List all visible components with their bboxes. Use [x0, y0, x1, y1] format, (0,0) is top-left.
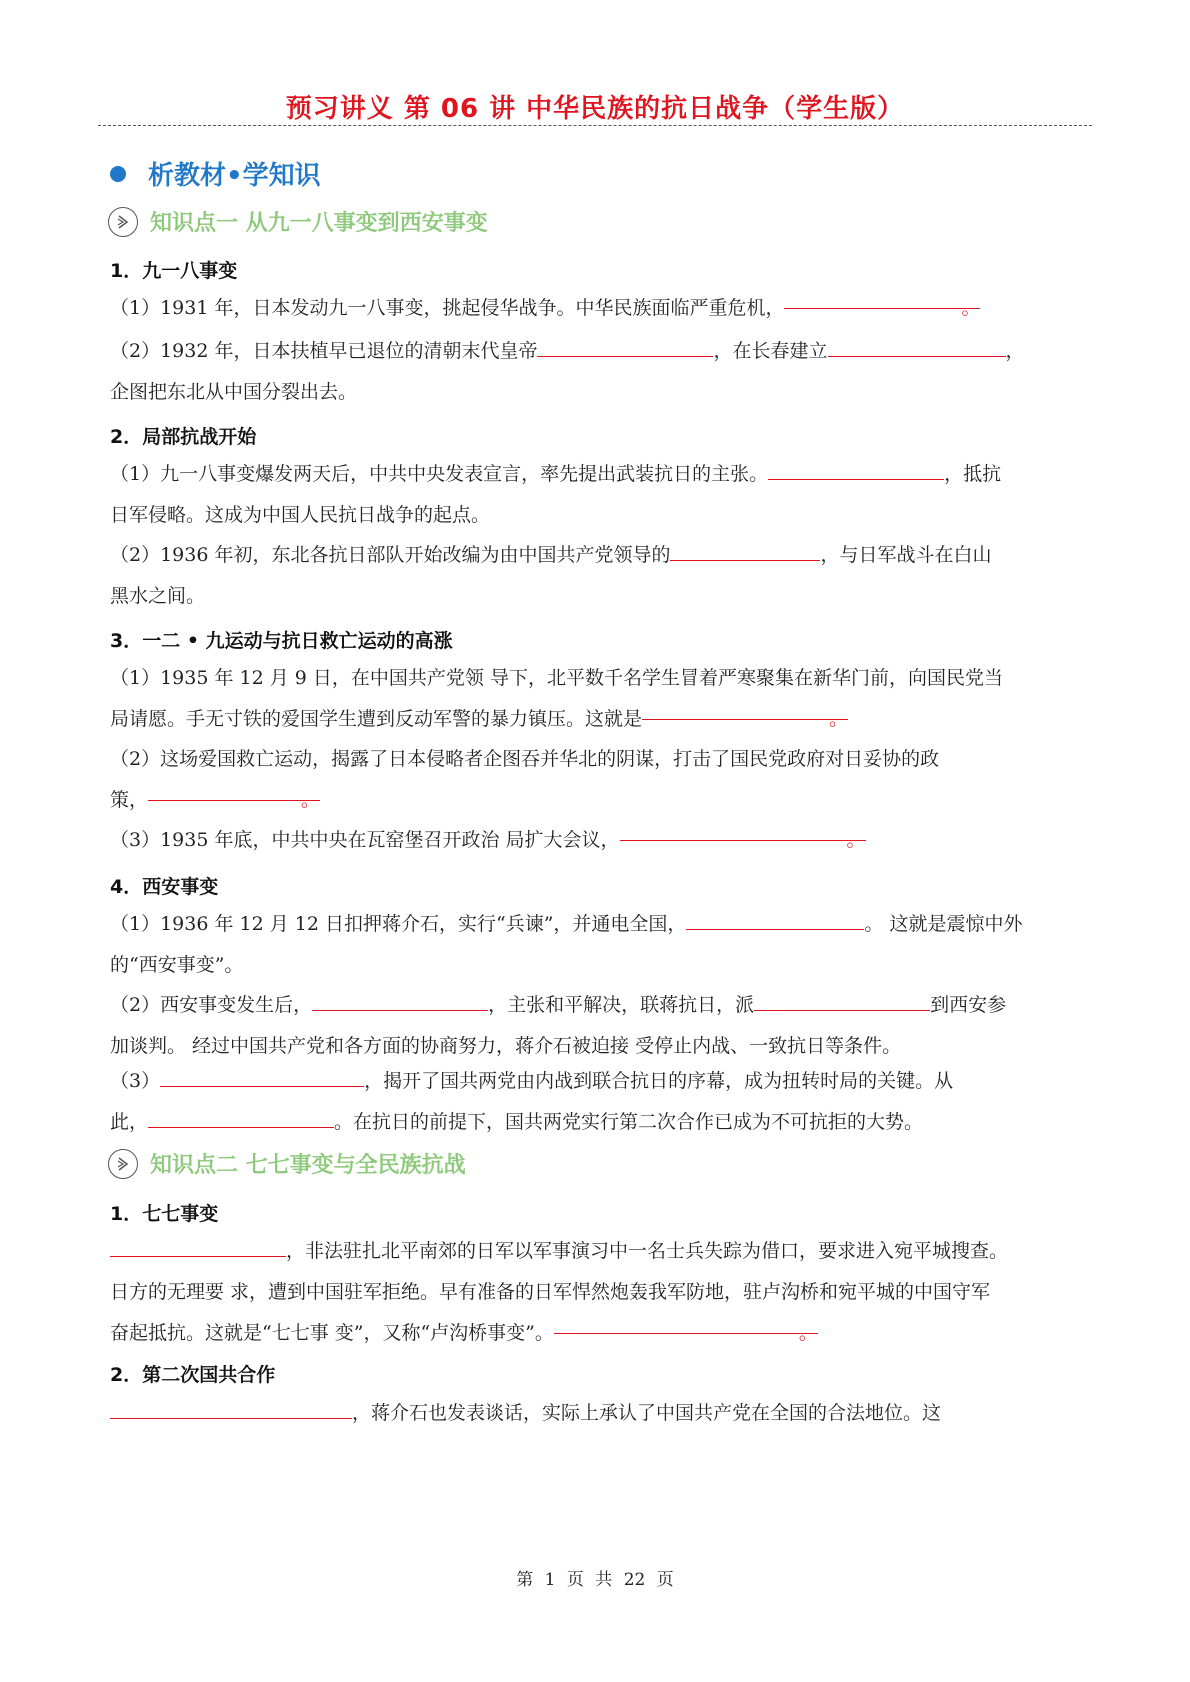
- paragraph: [110, 1393, 1082, 1434]
- text: 到西安参: [930, 994, 1007, 1016]
- page-footer: 第 1 页 共 22 页: [516, 1570, 674, 1590]
- paragraph: [110, 1061, 1082, 1143]
- paragraph: [110, 904, 1082, 986]
- text: （1）1931 年，日本发动九一八事变，挑起侵华战争。中华民族面临严重危机，: [110, 297, 785, 319]
- text: （1）1936 年 12 月 12 日扣押蒋介石，实行“兵谏”，并通电全国，: [110, 913, 687, 935]
- answer-blank[interactable]: [784, 288, 981, 319]
- answer-blank[interactable]: [768, 459, 944, 480]
- title-divider: [98, 125, 1092, 126]
- subheading-2: 2．局部抗战开始: [110, 426, 257, 448]
- arrow-circle-icon: [108, 1149, 138, 1179]
- answer-blank[interactable]: [110, 1398, 352, 1419]
- paragraph: [110, 331, 1082, 413]
- subheading-5: 1．七七事变: [110, 1203, 219, 1225]
- blank-period: 。: [846, 829, 866, 851]
- subheading-6: 2．第二次国共合作: [110, 1364, 276, 1386]
- answer-blank[interactable]: [754, 990, 930, 1011]
- answer-blank[interactable]: [554, 1313, 818, 1344]
- text: 奋起抵抗。这就是“七七事 变”，又称“卢沟桥事变”。: [110, 1322, 554, 1344]
- blank-period: 。: [798, 1322, 818, 1344]
- text: ，主张和平解决，联蒋抗日，派: [488, 994, 755, 1016]
- answer-blank[interactable]: [642, 699, 849, 730]
- text: 加谈判。 经过中国共产党和各方面的协商努力，蒋介石被迫接 受停止内战、一致抗日等条件。: [110, 1035, 902, 1057]
- paragraph: [110, 739, 1082, 821]
- answer-blank[interactable]: [537, 336, 713, 357]
- text: 此，: [110, 1111, 149, 1133]
- text: （3）1935 年底，中共中央在瓦窑堡召开政治 局扩大会议，: [110, 829, 620, 851]
- paragraph: [110, 1231, 1082, 1354]
- answer-blank[interactable]: [312, 990, 488, 1011]
- text: （2）1936 年初，东北各抗日部队开始改编为由中国共产党领导的: [110, 544, 671, 566]
- section-heading: [110, 155, 321, 192]
- subheading-1: 1．九一八事变: [110, 260, 238, 282]
- text: ，抵抗: [944, 463, 1002, 485]
- text: （1）九一八事变爆发两天后，中共中央发表宣言，率先提出武装抗日的主张。: [110, 463, 769, 485]
- section-heading-text: 析教材•学知识: [148, 161, 321, 191]
- paragraph: [110, 454, 1082, 536]
- paragraph: [110, 985, 1082, 1067]
- text: ，与日军战斗在白山: [820, 544, 992, 566]
- text: ，: [1005, 340, 1025, 362]
- text: （2）西安事变发生后，: [110, 994, 313, 1016]
- knowledge-point-2: [108, 1148, 466, 1179]
- knowledge-point-2-title: 知识点二 七七事变与全民族抗战: [150, 1153, 466, 1178]
- text: 的“西安事变”。: [110, 954, 244, 976]
- answer-blank[interactable]: [148, 780, 321, 811]
- text: （2）这场爱国救亡运动，揭露了日本侵略者企图吞并华北的阴谋，打击了国民党政府对日妥协的政: [110, 748, 940, 770]
- knowledge-point-1: [108, 206, 488, 237]
- text: （2）1932 年，日本扶植早已退位的清朝末代皇帝: [110, 340, 538, 362]
- subheading-4: 4．西安事变: [110, 876, 219, 898]
- text: 。在抗日的前提下，国共两党实行第二次合作已成为不可抗拒的大势。: [334, 1111, 924, 1133]
- text: ，揭开了国共两党由内战到联合抗日的序幕，成为扭转时局的关键。从: [364, 1070, 954, 1092]
- paragraph: [110, 535, 1082, 617]
- paragraph: [110, 288, 1082, 329]
- paragraph: [110, 820, 1082, 861]
- text: 黑水之间。: [110, 585, 206, 607]
- answer-blank[interactable]: [148, 1107, 334, 1128]
- blank-period: 。: [829, 708, 849, 730]
- page-title: 预习讲义 第 06 讲 中华民族的抗日战争（学生版）: [285, 94, 905, 124]
- text: ，非法驻扎北平南郊的日军以军事演习中一名士兵失踪为借口，要求进入宛平城搜查。: [286, 1240, 1009, 1262]
- text: 企图把东北从中国分裂出去。: [110, 381, 358, 403]
- text: （3）: [110, 1070, 161, 1092]
- subheading-3: 3．一二 • 九运动与抗日救亡运动的高涨: [110, 630, 453, 652]
- knowledge-point-1-title: 知识点一 从九一八事变到西安事变: [150, 211, 488, 236]
- text: （1）1935 年 12 月 9 日，在中国共产党领 导下，北平数千名学生冒着严寒聚集在新华门前，向国民党当: [110, 667, 1003, 689]
- text: 日军侵略。这成为中国人民抗日战争的起点。: [110, 504, 491, 526]
- answer-blank[interactable]: [828, 336, 1006, 357]
- answer-blank[interactable]: [686, 909, 864, 930]
- text: 日方的无理要 求，遭到中国驻军拒绝。早有准备的日军悍然炮轰我军防地，驻卢沟桥和宛平城的中国守军: [110, 1281, 991, 1303]
- blank-period: 。: [301, 789, 321, 811]
- answer-blank[interactable]: [110, 1236, 286, 1257]
- text: ，蒋介石也发表谈话，实际上承认了中国共产党在全国的合法地位。这: [352, 1402, 942, 1424]
- text: 策，: [110, 789, 149, 811]
- text: 局请愿。手无寸铁的爱国学生遭到反动军警的暴力镇压。这就是: [110, 708, 643, 730]
- answer-blank[interactable]: [620, 820, 866, 851]
- arrow-circle-icon: [108, 207, 138, 237]
- text: ，在长春建立: [713, 340, 828, 362]
- answer-blank[interactable]: [670, 540, 820, 561]
- paragraph: [110, 658, 1082, 740]
- text: 。 这就是震惊中外: [864, 913, 1023, 935]
- blank-period: 。: [961, 297, 981, 319]
- answer-blank[interactable]: [160, 1066, 364, 1087]
- bullet-icon: [110, 166, 126, 182]
